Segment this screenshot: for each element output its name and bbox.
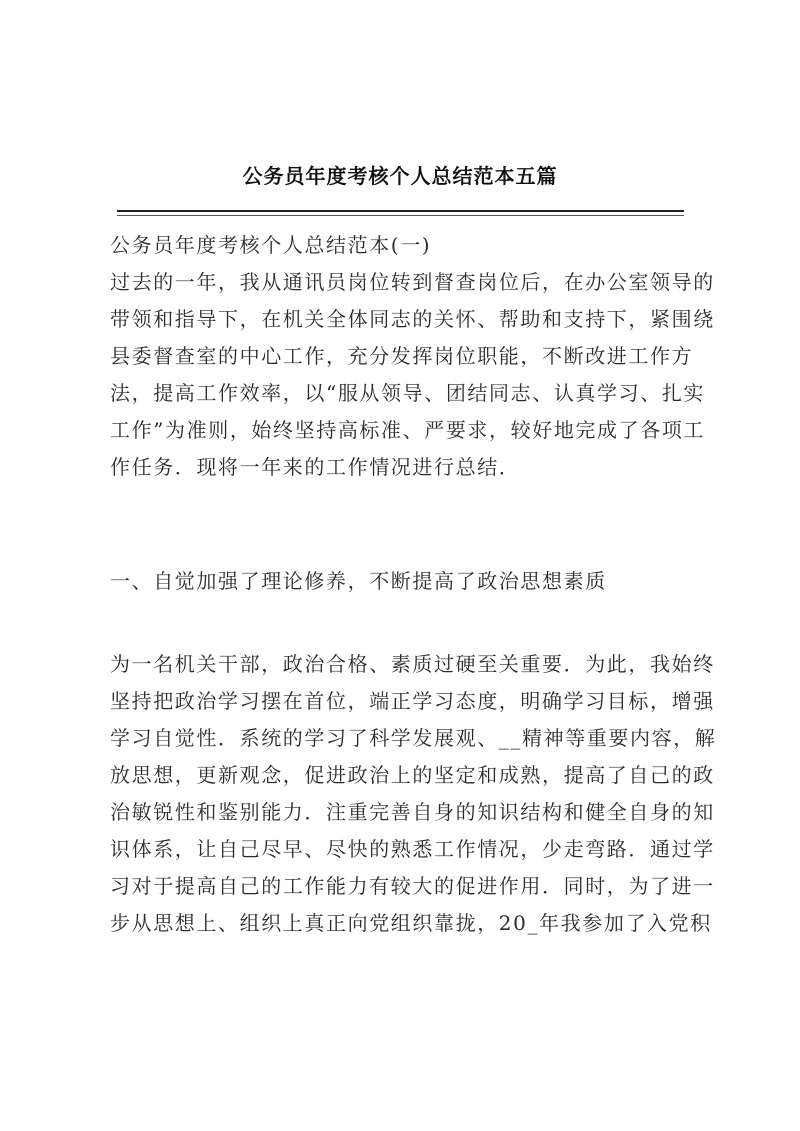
paragraph-line: 习对于提高自己的工作能力有较大的促进作用．同时，为了进一: [110, 874, 715, 898]
title-divider-thick: [117, 210, 684, 212]
paragraph-line: 为一名机关干部，政治合格、素质过硬至关重要．为此，我始终: [110, 652, 715, 676]
paragraph-line: 带领和指导下，在机关全体同志的关怀、帮助和支持下，紧围绕: [110, 307, 715, 331]
subtitle: 公务员年度考核个人总结范本(一): [110, 233, 432, 257]
section-body: [110, 646, 717, 942]
section-heading: 一、自觉加强了理论修养，不断提高了政治思想素质: [110, 569, 607, 593]
section-heading-block: [110, 563, 710, 600]
paragraph-line: 放思想，更新观念，促进政治上的坚定和成熟，提高了自己的政: [110, 763, 715, 787]
paragraph-line: 县委督查室的中心工作，充分发挥岗位职能，不断改进工作方: [110, 344, 694, 368]
paragraph-line: 坚持把政治学习摆在首位，端正学习态度，明确学习目标，增强: [110, 689, 715, 713]
paragraph-line: 法，提高工作效率，以“服从领导、团结同志、认真学习、扎实: [110, 381, 706, 405]
document-title: 公务员年度考核个人总结范本五篇: [242, 164, 558, 188]
document-body: [110, 227, 715, 486]
paragraph-line: 识体系，让自己尽早、尽快的熟悉工作情况，少走弯路．通过学: [110, 837, 715, 861]
paragraph-line: 作任务．现将一年来的工作情况进行总结．: [110, 455, 521, 479]
title-divider-thin: [117, 215, 684, 216]
paragraph-line: 步从思想上、组织上真正向党组织靠拢，20_年我参加了入党积: [110, 911, 712, 935]
paragraph-line: 学习自觉性．系统的学习了科学发展观、__精神等重要内容，解: [110, 726, 717, 750]
paragraph-line: 工作”为准则，始终坚持高标准、严要求，较好地完成了各项工: [110, 418, 706, 442]
paragraph-line: 过去的一年，我从通讯员岗位转到督查岗位后，在办公室领导的: [110, 270, 715, 294]
paragraph-line: 治敏锐性和鉴别能力．注重完善自身的知识结构和健全自身的知: [110, 800, 715, 824]
